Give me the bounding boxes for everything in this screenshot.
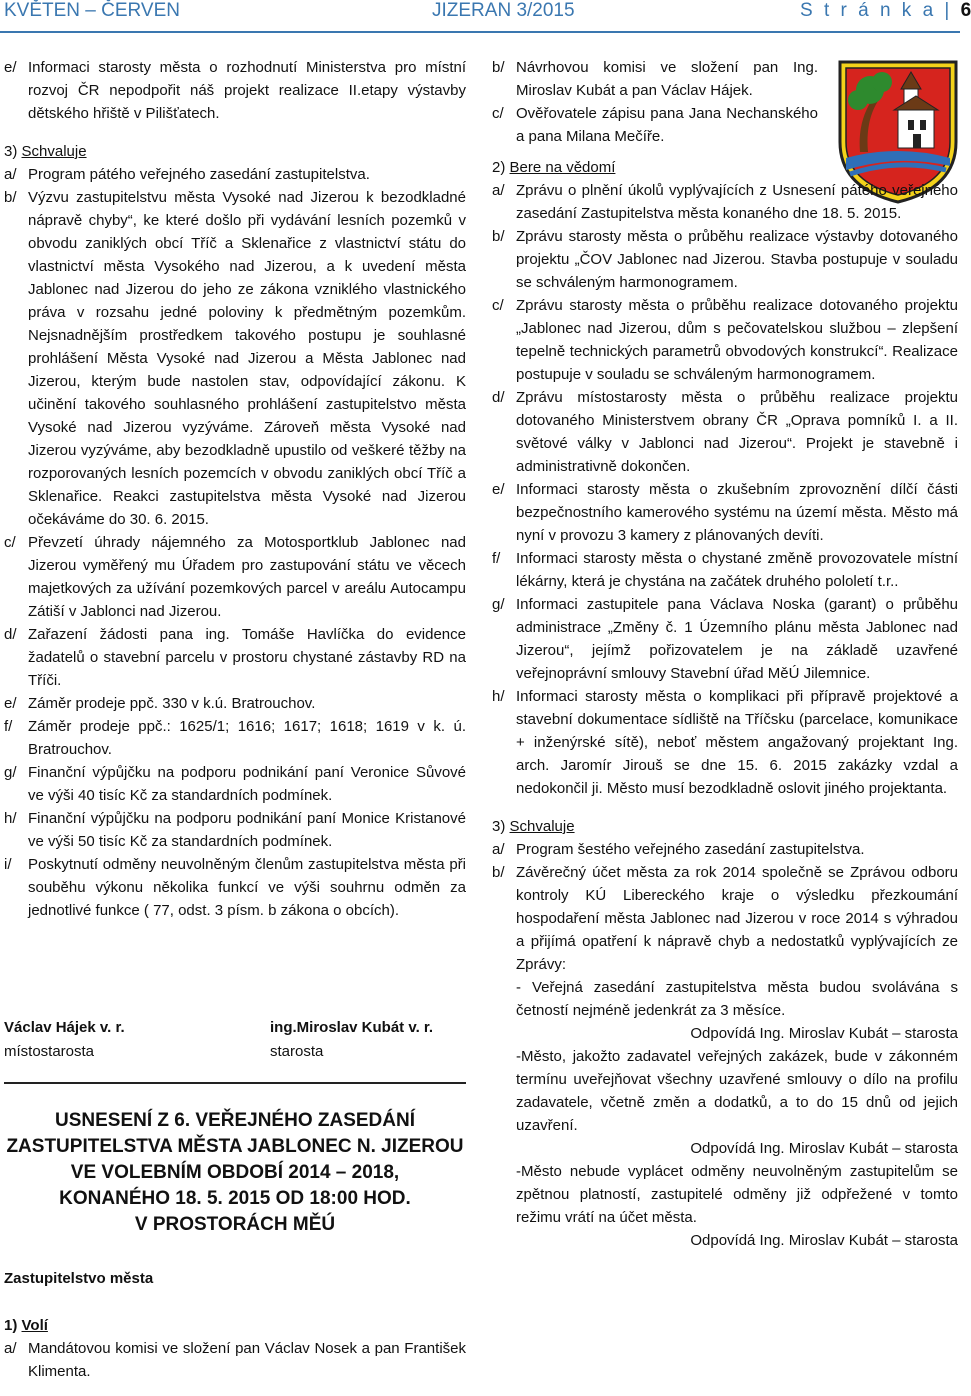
list-item: i/ Poskytnutí odměny neuvolněným členům zastupitelstva města při souběhu výkonu několika funkcí ve výši souhrnu odměn za jednotlivé funkce ( 77, odst. 3 písm. b zákona o obcích). <box>4 856 466 919</box>
list-item: c/ Ověřovatele zápisu pana Jana Nechanského a pana Milana Mečíře. <box>492 105 818 145</box>
signature-name: Václav Hájek v. r. <box>4 1019 125 1036</box>
list-item: - Veřejná zasedání zastupitelstva města budou svolávána s četností nejméně jedenkrát za 3 měsíce. <box>516 979 958 1019</box>
list-item: a/ Program pátého veřejného zasedání zastupitelstva. <box>4 166 370 183</box>
list-item: a/ Program šestého veřejného zasedání zastupitelstva. <box>492 841 865 858</box>
signature-name: ing.Miroslav Kubát v. r. <box>270 1019 434 1036</box>
list-item: f/ Záměr prodeje ppč.: 1625/1; 1616; 1617; 1618; 1619 v k. ú. Bratrouchov. <box>4 718 466 758</box>
list-item: a/ Zprávu o plnění úkolů vyplývajících z Usnesení pátého veřejného zasedání Zastupitelstva města konaného dne 18. 5. 2015. <box>492 182 958 222</box>
list-item: h/ Finanční výpůjčku na podporu podnikání paní Monice Kristanové ve výši 50 tisíc Kč za standardních podmínek. <box>4 810 466 850</box>
list-item: b/ Výzvu zastupitelstvu města Vysoké nad Jizerou k bezodkladné nápravě chyby“, ke které došlo při vydávání lesních pozemků v obvodu zaniklých obcí Tříč a Sklenařice z vlastnictví státu do vlastnictví města Vysokého nad Jizerou, a k uvedení města Jablonec nad Jizerou do jeho ze zákona vzniklého vlastnického práva v rozsahu jedné poloviny k předmětným pozemkům. Nejsnadnějším prostředkem takového postupu je souhlasné prohlášení Města Vysoké nad Jizerou a Města Jablonec nad Jizerou, kterým bude nastolen stav, odpovídající zákonu. K učinění takového souhlasného prohlášení zastupitelstvo města Vysoké nad Jizerou vyzýváme. Zároveň města Vysoké nad Jizerou vyzýváme, aby bezodkladně upustilo od veškeré těžby na rozporovaných lesních pozemcích v obvodu zaniklých obcí Tříč a Sklenařice. Reakci zastupitelstva města Vysoké nad Jizerou očekáváme do 30. 6. 2015. <box>4 189 466 528</box>
list-item: d/ Zařazení žádosti pana ing. Tomáše Havlíčka do evidence žadatelů o stavební parcelu v prostoru chystané zástavby RD na Tříči. <box>4 626 466 689</box>
header-rule <box>0 31 960 33</box>
council-label: Zastupitelstvo města <box>4 1270 154 1287</box>
page-label: S t r á n k a | <box>800 0 953 21</box>
signature-deputy-mayor <box>4 1016 125 1064</box>
signature-role: starosta <box>270 1043 324 1060</box>
list-item: -Město, jakožto zadavatel veřejných zakázek, bude v zákonném termínu uveřejňovat všechny uzavřené smlouvy o dílo na profilu zadavatele, včetně změn a dodatků, a to do 15 dnů od jejich uzavření. <box>516 1048 958 1134</box>
page-header <box>0 0 971 24</box>
header-issue: JIZERAN 3/2015 <box>432 0 575 21</box>
list-item: b/ Návrhovou komisi ve složení pan Ing. Miroslav Kubát a pan Václav Hájek. <box>492 59 818 99</box>
signature-mayor <box>270 1016 433 1064</box>
list-item: g/ Informaci zastupitele pana Václava Noska (garant) o průběhu administrace „Změny č. 1 Územního plánu města Jablonec nad Jizerou“, jejímž pořizovatelem je na základě uzavřené veřejnoprávní smlouvy Stavební úřad MěÚ Jilemnice. <box>492 596 958 682</box>
section-volí <box>4 1314 466 1383</box>
divider <box>4 1082 466 1084</box>
page-number: 6 <box>960 0 971 21</box>
section-heading: 3) Schvaluje <box>492 818 575 835</box>
list-item: g/ Finanční výpůjčku na podporu podnikání paní Veronice Sůvové ve výši 40 tisíc Kč za standardních podmínek. <box>4 764 466 804</box>
list-item: c/ Zprávu starosty města o průběhu realizace dotovaného projektu „Jablonec nad Jizerou, dům s pečovatelskou službou – zlepšení tepelně technických parametrů obvodových konstrukcí“. Realizace postupuje v souladu se schváleným harmonogramem. <box>492 297 958 383</box>
responsible-person: Odpovídá Ing. Miroslav Kubát – starosta <box>690 1140 958 1157</box>
responsible-person: Odpovídá Ing. Miroslav Kubát – starosta <box>690 1025 958 1042</box>
left-column <box>4 56 466 922</box>
right-column <box>492 56 958 1252</box>
list-item: -Město nebude vyplácet odměny neuvolněným zastupitelům se zpětnou platností, zastupitelé odměny již odpřežené v tomto režimu vrátí na účet města. <box>516 1163 958 1226</box>
signature-role: místostarosta <box>4 1043 95 1060</box>
header-months: KVĚTEN – ČERVEN <box>4 0 180 21</box>
resolution-title: USNESENÍ Z 6. VEŘEJNÉHO ZASEDÁNÍ ZASTUPITELSTVA MĚSTA JABLONEC N. JIZEROU VE VOLEBNÍM OBDOBÍ 2014 – 2018, KONANÉHO 18. 5. 2015 OD 18:00 HOD. V PROSTORÁCH MĚÚ <box>6 1110 464 1235</box>
section-heading: 2) Bere na vědomí <box>492 159 616 176</box>
list-item: b/ Zprávu starosty města o průběhu realizace výstavby dotovaného projektu „ČOV Jablonec nad Jizerou. Stavba postupuje v souladu se schváleným harmonogramem. <box>492 228 958 291</box>
list-item: h/ Informaci starosty města o komplikaci při přípravě projektové a stavební dokumentace sídliště na Tříčsku (parcelace, komunikace + inženýrské sítě), neboť městem angažovaný projektant Ing. arch. Jaromír Jirouš se dne 15. 6. 2015 zakázky vzdal a nedokončil ji. Město musí bezodkladně oslovit jiného projektanta. <box>492 688 958 797</box>
list-item: a/ Mandátovou komisi ve složení pan Václav Nosek a pan František Klimenta. <box>4 1340 466 1380</box>
list-item: c/ Převzetí úhrady nájemného za Motosportklub Jablonec nad Jizerou vyměřený mu Úřadem pro zastupování státu ve věcech majetkových za užívání pozemkových parcel v areálu Autocampu Zátiší v Jablonci nad Jizerou. <box>4 534 466 620</box>
section-heading: 1) Volí <box>4 1317 48 1334</box>
list-item: f/ Informaci starosty města o chystané změně provozovatele místní lékárny, která je chystána na začátek druhého pololetí t.r.. <box>492 550 958 590</box>
list-item: e/ Informaci starosty města o zkušebním zprovoznění dílčí části bezpečnostního kamerového systému na území města. Město má nyní v provozu 3 kamery z plánovaných devíti. <box>492 481 958 544</box>
header-page <box>800 0 971 22</box>
section-heading: 3) Schvaluje <box>4 143 87 160</box>
list-item: b/ Závěrečný účet města za rok 2014 společně se Zprávou odboru kontroly KÚ Libereckého kraje o výsledku přezkoumání hospodaření města Jablonec nad Jizerou v roce 2014 s výhradou a přijímá opatření k nápravě chyb a nedostatků vyplývajících ze Zprávy: <box>492 864 958 973</box>
list-item: d/ Zprávu místostarosty města o průběhu realizace projektu dotovaného Ministerstvem obrany ČR „Oprava pomníků I. a II. světové války v Jablonci nad Jizerou“. Projekt je stavebně i administrativně dokončen. <box>492 389 958 475</box>
responsible-person: Odpovídá Ing. Miroslav Kubát – starosta <box>690 1232 958 1249</box>
list-item: e/ Záměr prodeje ppč. 330 v k.ú. Bratrouchov. <box>4 695 316 712</box>
list-item: e/ Informaci starosty města o rozhodnutí Ministerstva pro místní rozvoj ČR nepodpořit náš projekt realizace II.etapy výstavby dětského hřiště v Pilišťatech. <box>4 59 466 122</box>
